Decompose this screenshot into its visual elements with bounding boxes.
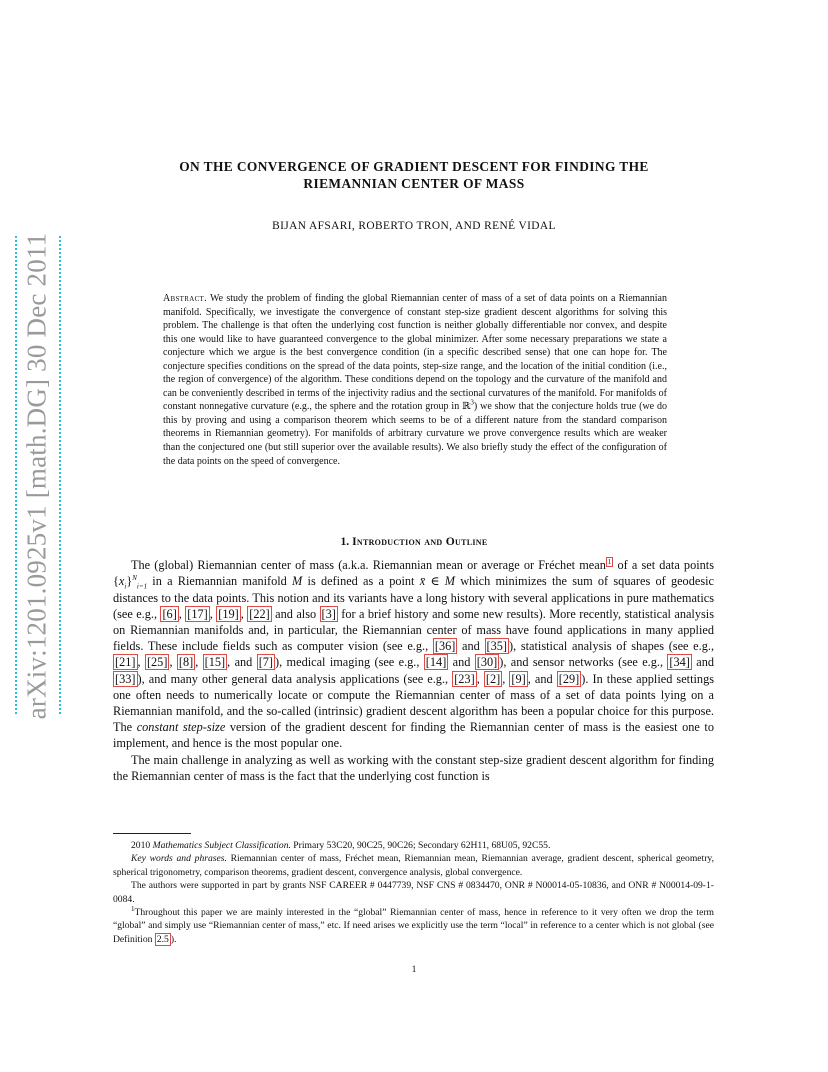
paper-title [112, 158, 716, 192]
footnote-1-text: Throughout this paper we are mainly interested in the “global” Riemannian center of mass, hence in reference to it very often we drop the term “global” and simply use “Riemannian center of mass,” etc. If need arises we explicitly use the term “local” in reference to a center which is not global (see Definition [113, 907, 714, 945]
text-run: ), and sensor networks (see e.g., [499, 655, 668, 670]
citation-2[interactable]: [2] [485, 671, 501, 686]
paper-authors: BIJAN AFSARI, ROBERTO TRON, AND RENÉ VIDAL [272, 220, 556, 232]
section-title: Introduction and Outline [352, 535, 488, 548]
text-run: for a brief history and some new results). More recently, statistical analysis on Riemannian manifolds and, in particular, the Riemannian center of mass have found applications in many applied fields. These include fields such as computer vision (see e.g., [113, 606, 714, 654]
footnote-1 [113, 906, 714, 946]
section-heading [112, 535, 716, 548]
citation-19[interactable]: [19] [218, 606, 239, 621]
text-run: of a set data points { [113, 558, 714, 589]
citation-6[interactable]: [6] [162, 606, 177, 621]
citation-22[interactable]: [22] [249, 606, 270, 621]
sidebar-dotted-line-right [59, 236, 61, 714]
citation-34[interactable]: [34] [669, 655, 690, 670]
keywords-text: Riemannian center of mass, Fréchet mean, Riemannian mean, Riemannian average, gradient descent, spherical geometry, spherical trigonometry, comparison theorems, gradient descent, convergence analysis, global convergence. [113, 853, 714, 878]
text-run: in a Riemannian manifold [147, 574, 293, 589]
msc-year: 2010 [131, 840, 153, 851]
text-run: ). In these applied settings one often needs to numerically locate or compute the Riemannian center of mass of a set of data points lying on a Riemannian manifold, and the so-called (intrinsic) gradient descent algorithm has been a popular choice for this purpose. The [113, 671, 715, 735]
abstract-text-2: ) we show that the conjecture holds true (we do this by proving and using a comparison theorem which seems to be of a different nature from the standard comparison theorems in Riemannian geometry). For manifolds of arbitrary curvature we prove convergence results which are weaker than the conjectured one (but still superior over the available results). We also briefly study the effect of the configuration of the data points on the speed of convergence. [163, 401, 667, 467]
text-run: ), medical imaging (see e.g., [275, 655, 424, 670]
text-run: ), and many other general data analysis applications (see e.g., [137, 671, 453, 686]
citation-14[interactable]: [14] [425, 655, 447, 670]
page-number: 1 [411, 964, 417, 975]
citation-21[interactable]: [21] [115, 655, 136, 670]
text-run: is defined as a point [302, 574, 420, 589]
math-in: ∈ [425, 574, 445, 589]
text-run: , and [227, 655, 257, 670]
footnote-support: The authors were supported in part by grants NSF CAREER # 0447739, NSF CNS # 0834470, ONR # N00014-05-10836, and ONR # N00014-09-1-0084. [113, 880, 714, 905]
msc-codes: Primary 53C20, 90C25, 90C26; Secondary 62H11, 68U05, 92C55. [290, 840, 551, 851]
footnote-1-end: ). [170, 933, 177, 945]
text-run: and [457, 639, 485, 654]
paper-title-line-2: RIEMANNIAN CENTER OF MASS [303, 176, 525, 191]
abstract-text-1: We study the problem of finding the global Riemannian center of mass of a set of data points on a Riemannian manifold. Specifically, we investigate the convergence of constant step-size gradient descent algorithms for solving this problem. The challenge is that often the underlying cost function is neither globally differentiable nor convex, and despite this one would like to have guaranteed convergence to the global minimizer. After some necessary preparations we state a conjecture which we argue is the best convergence condition (in a specific described sense) that one can hope for. The conjecture specifies conditions on the spread of the data points, step-size range, and the location of the initial condition (i.e., the region of convergence) of the algorithm. These conditions depend on the topology and the curvature of the manifold and can be conveniently described in terms of the injectivity radius and the sectional curvatures of the manifold. For manifolds of constant nonnegative curvature (e.g., the sphere and the rotation group in ℝ [163, 293, 667, 413]
footnote-msc [113, 839, 714, 852]
intro-paragraph-2: The main challenge in analyzing as well as working with the constant step-size gradient descent algorithm for finding the Riemannian center of mass is the fact that the underlying cost function is [113, 752, 714, 783]
sidebar-dotted-line-left [15, 236, 17, 714]
text-run: The (global) Riemannian center of mass (a.k.a. Riemannian mean or average or Fréchet mean [131, 558, 606, 573]
text-run: and [448, 655, 475, 670]
citation-29[interactable]: [29] [558, 671, 580, 686]
citation-7[interactable]: [7] [258, 655, 274, 670]
citation-23[interactable]: [23] [454, 671, 475, 686]
math-sub-i1: i=1 [136, 582, 148, 591]
citation-15[interactable]: [15] [204, 655, 226, 670]
math-brace: } [126, 574, 133, 589]
intro-body [113, 557, 714, 784]
citation-17[interactable]: [17] [187, 606, 208, 621]
keywords-label: Key words and phrases. [131, 853, 227, 865]
footnote-keywords [113, 852, 714, 879]
arxiv-identifier: arXiv:1201.0925v1 [math.DG] 30 Dec 2011 [21, 232, 52, 720]
text-run: , and [527, 671, 557, 686]
emphasis-constant-step-size: constant step-size [136, 720, 226, 735]
math-m: M [444, 574, 455, 589]
text-run: and also [271, 606, 320, 621]
footnote-rule [113, 833, 191, 834]
citation-36[interactable]: [36] [434, 639, 456, 654]
math-sup-n: N [132, 574, 137, 583]
math-sub-i: i [124, 582, 127, 591]
citation-25[interactable]: [25] [146, 655, 168, 670]
citation-8[interactable]: [8] [178, 655, 194, 670]
arxiv-sidebar [0, 0, 60, 1072]
paper-title-line-1: ON THE CONVERGENCE OF GRADIENT DESCENT FOR FINDING THE [179, 159, 649, 174]
text-run: and [691, 655, 715, 670]
abstract-label: Abstract. [163, 293, 207, 304]
citation-33[interactable]: [33] [115, 671, 136, 686]
math-m: M [292, 574, 303, 589]
footnote-1-mark: 1 [131, 904, 135, 913]
abstract-superscript-3: 3 [470, 399, 474, 408]
text-run: ), statistical analysis of shapes (see e.g., [509, 639, 715, 654]
citation-30[interactable]: [30] [476, 655, 498, 670]
msc-label: Mathematics Subject Classification. [152, 840, 291, 851]
math-xbar: x̄ [419, 574, 426, 589]
footnote-link-1[interactable]: 1 [607, 558, 612, 566]
intro-paragraph-1: The (global) Riemannian center of mass (a.k.a. Riemannian mean or average or Fréchet mean $^1$ of a set data points $\{x_i\}^N_{i=1}$ in a Riemannian manifold M is defined as a point x̄ ∈ M which minimizes the sum of squares of geodesic distances to the data points. This notion and its variants have a long history with several applications in pure mathematics (see e.g., [6] , [17] , [19] , [22] and also [3] for a brief history and some new results). More recently, statistical analysis on Riemannian manifolds and, in particular, the Riemannian center of mass have found applications in many applied fields. These include fields such as computer vision (see e.g., [36] and [35] ), statistical analysis of shapes (see e.g., [21] , [25] , [8] , [15] , and [7] ), medical imaging (see e.g., [14] and [30] ), and sensor networks (see e.g., [34] and [33] ), and many other general data analysis applications (see e.g., [23] , [2] , [9] , and [29] ). In these applied settings one often needs to numerically locate or compute the Riemannian center of mass of a set of data points lying on a Riemannian manifold, and the so-called (intrinsic) gradient descent algorithm has been a popular choice for this purpose. The constant step-size version of the gradient descent for finding the Riemannian center of mass is the easiest one to implement, and hence is the most popular one. [113, 558, 715, 751]
citation-3[interactable]: [3] [321, 606, 336, 621]
section-number: 1. [340, 535, 350, 548]
math-x: x [118, 574, 125, 589]
citation-9[interactable]: [9] [511, 671, 526, 686]
text-run: which minimizes the sum of squares of geodesic distances to the data points. This notion and its variants have a long history with several applications in pure mathematics (see e.g., [113, 574, 714, 621]
definition-link-2-5[interactable]: 2.5 [156, 933, 169, 945]
citation-35[interactable]: [35] [486, 639, 507, 654]
abstract [163, 292, 667, 468]
text-run: version of the gradient descent for finding the Riemannian center of mass is the easiest one to implement, and hence is the most popular one. [113, 720, 714, 751]
footnotes [113, 839, 714, 946]
